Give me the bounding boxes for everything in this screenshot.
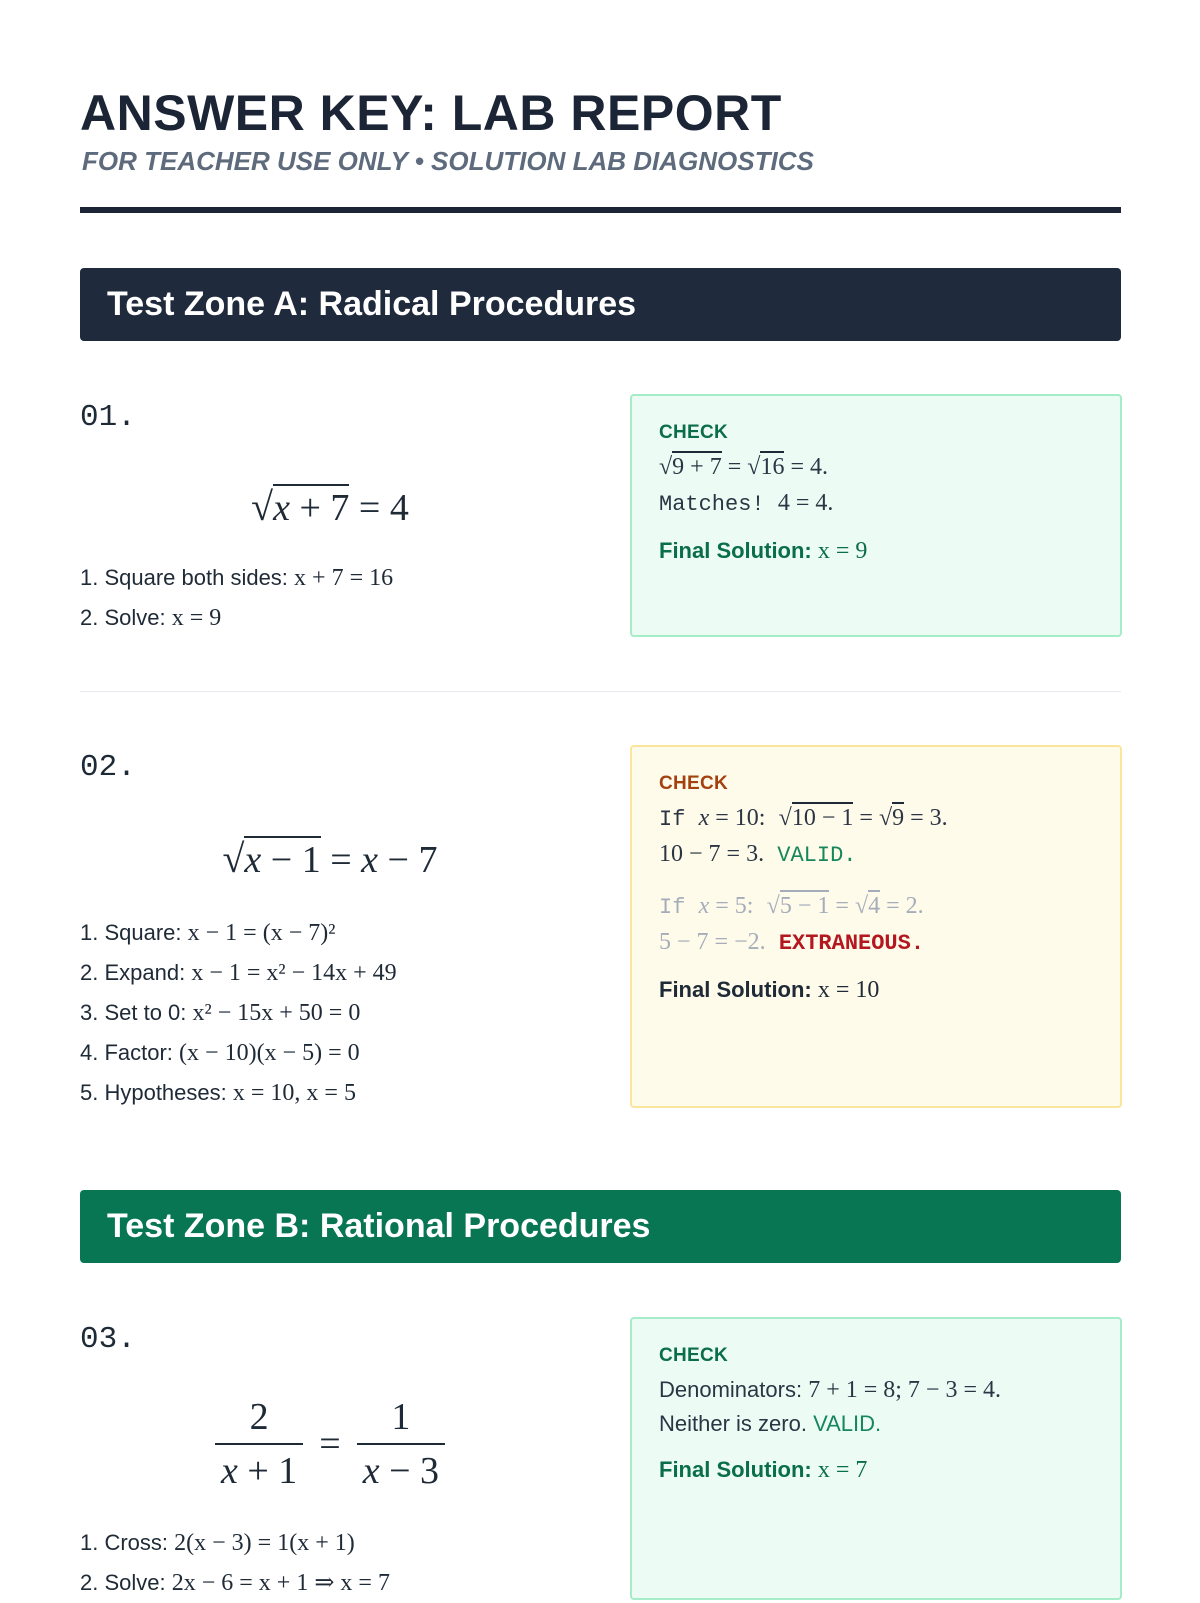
check-line: √9 + 7 = √16 = 4. <box>659 450 1093 486</box>
step-item: 4. Factor: (x − 10)(x − 5) = 0 <box>80 1040 360 1066</box>
zone-a-title: Test Zone A: Radical Procedures <box>107 285 637 323</box>
valid-tag: VALID. <box>813 1411 882 1436</box>
problem-divider <box>80 691 1121 692</box>
step-item: 1. Square: x − 1 = (x − 7)² <box>80 920 336 946</box>
problem-2-check-card <box>630 745 1122 1108</box>
zone-b-title: Test Zone B: Rational Procedures <box>107 1207 651 1245</box>
problem-1-check-card <box>630 394 1122 637</box>
problem-3-check-card <box>630 1317 1122 1600</box>
check-line: Neither is zero. VALID. <box>659 1411 882 1436</box>
problem-3-number: 03. <box>80 1322 136 1357</box>
check-line: 10 − 7 = 3. VALID. <box>659 841 857 868</box>
step-item: 1. Square both sides: x + 7 = 16 <box>80 565 394 591</box>
check-label: CHECK <box>659 422 729 443</box>
check-line: If x = 5: √5 − 1 = √4 = 2. <box>659 889 1093 925</box>
final-solution: Final Solution: x = 7 <box>659 1457 868 1483</box>
step-item: 5. Hypotheses: x = 10, x = 5 <box>80 1080 356 1106</box>
final-solution: Final Solution: x = 9 <box>659 538 868 564</box>
check-line: 5 − 7 = −2. EXTRANEOUS. <box>659 929 925 956</box>
check-line: Denominators: 7 + 1 = 8; 7 − 3 = 4. <box>659 1377 1001 1403</box>
problem-1-equation: √x + 7 = 4 <box>251 484 409 529</box>
page-title: ANSWER KEY: LAB REPORT <box>80 85 782 141</box>
zone-b-header <box>80 1190 1121 1263</box>
problem-3-equation: $\frac{2}{x + 1}$ = $\frac{1}{x - 3}$ <box>80 1395 580 1493</box>
problem-1-number: 01. <box>80 400 136 435</box>
header-rule <box>80 207 1121 213</box>
page-subtitle: FOR TEACHER USE ONLY • SOLUTION LAB DIAGNOSTICS <box>82 146 814 176</box>
problem-1-steps <box>80 558 393 638</box>
problem-2-number: 02. <box>80 750 136 785</box>
step-item: 2. Solve: 2x − 6 = x + 1 ⇒ x = 7 <box>80 1570 390 1596</box>
valid-tag: VALID. <box>777 843 857 868</box>
extraneous-tag: EXTRANEOUS. <box>778 931 925 956</box>
problem-3-steps <box>80 1523 390 1603</box>
step-item: 1. Cross: 2(x − 3) = 1(x + 1) <box>80 1530 355 1556</box>
check-line: If x = 10: √10 − 1 = √9 = 3. <box>659 801 1093 837</box>
step-item: 3. Set to 0: x² − 15x + 50 = 0 <box>80 1000 361 1026</box>
check-label: CHECK <box>659 773 729 794</box>
check-line: Matches! 4 = 4. <box>659 490 834 517</box>
step-item: 2. Solve: x = 9 <box>80 605 222 631</box>
problem-2-equation: √x − 1 = x − 7 <box>222 836 438 881</box>
problem-2-steps <box>80 913 397 1113</box>
step-item: 2. Expand: x − 1 = x² − 14x + 49 <box>80 960 397 986</box>
check-label: CHECK <box>659 1345 729 1366</box>
zone-a-header <box>80 268 1121 341</box>
final-solution: Final Solution: x = 10 <box>659 977 880 1003</box>
